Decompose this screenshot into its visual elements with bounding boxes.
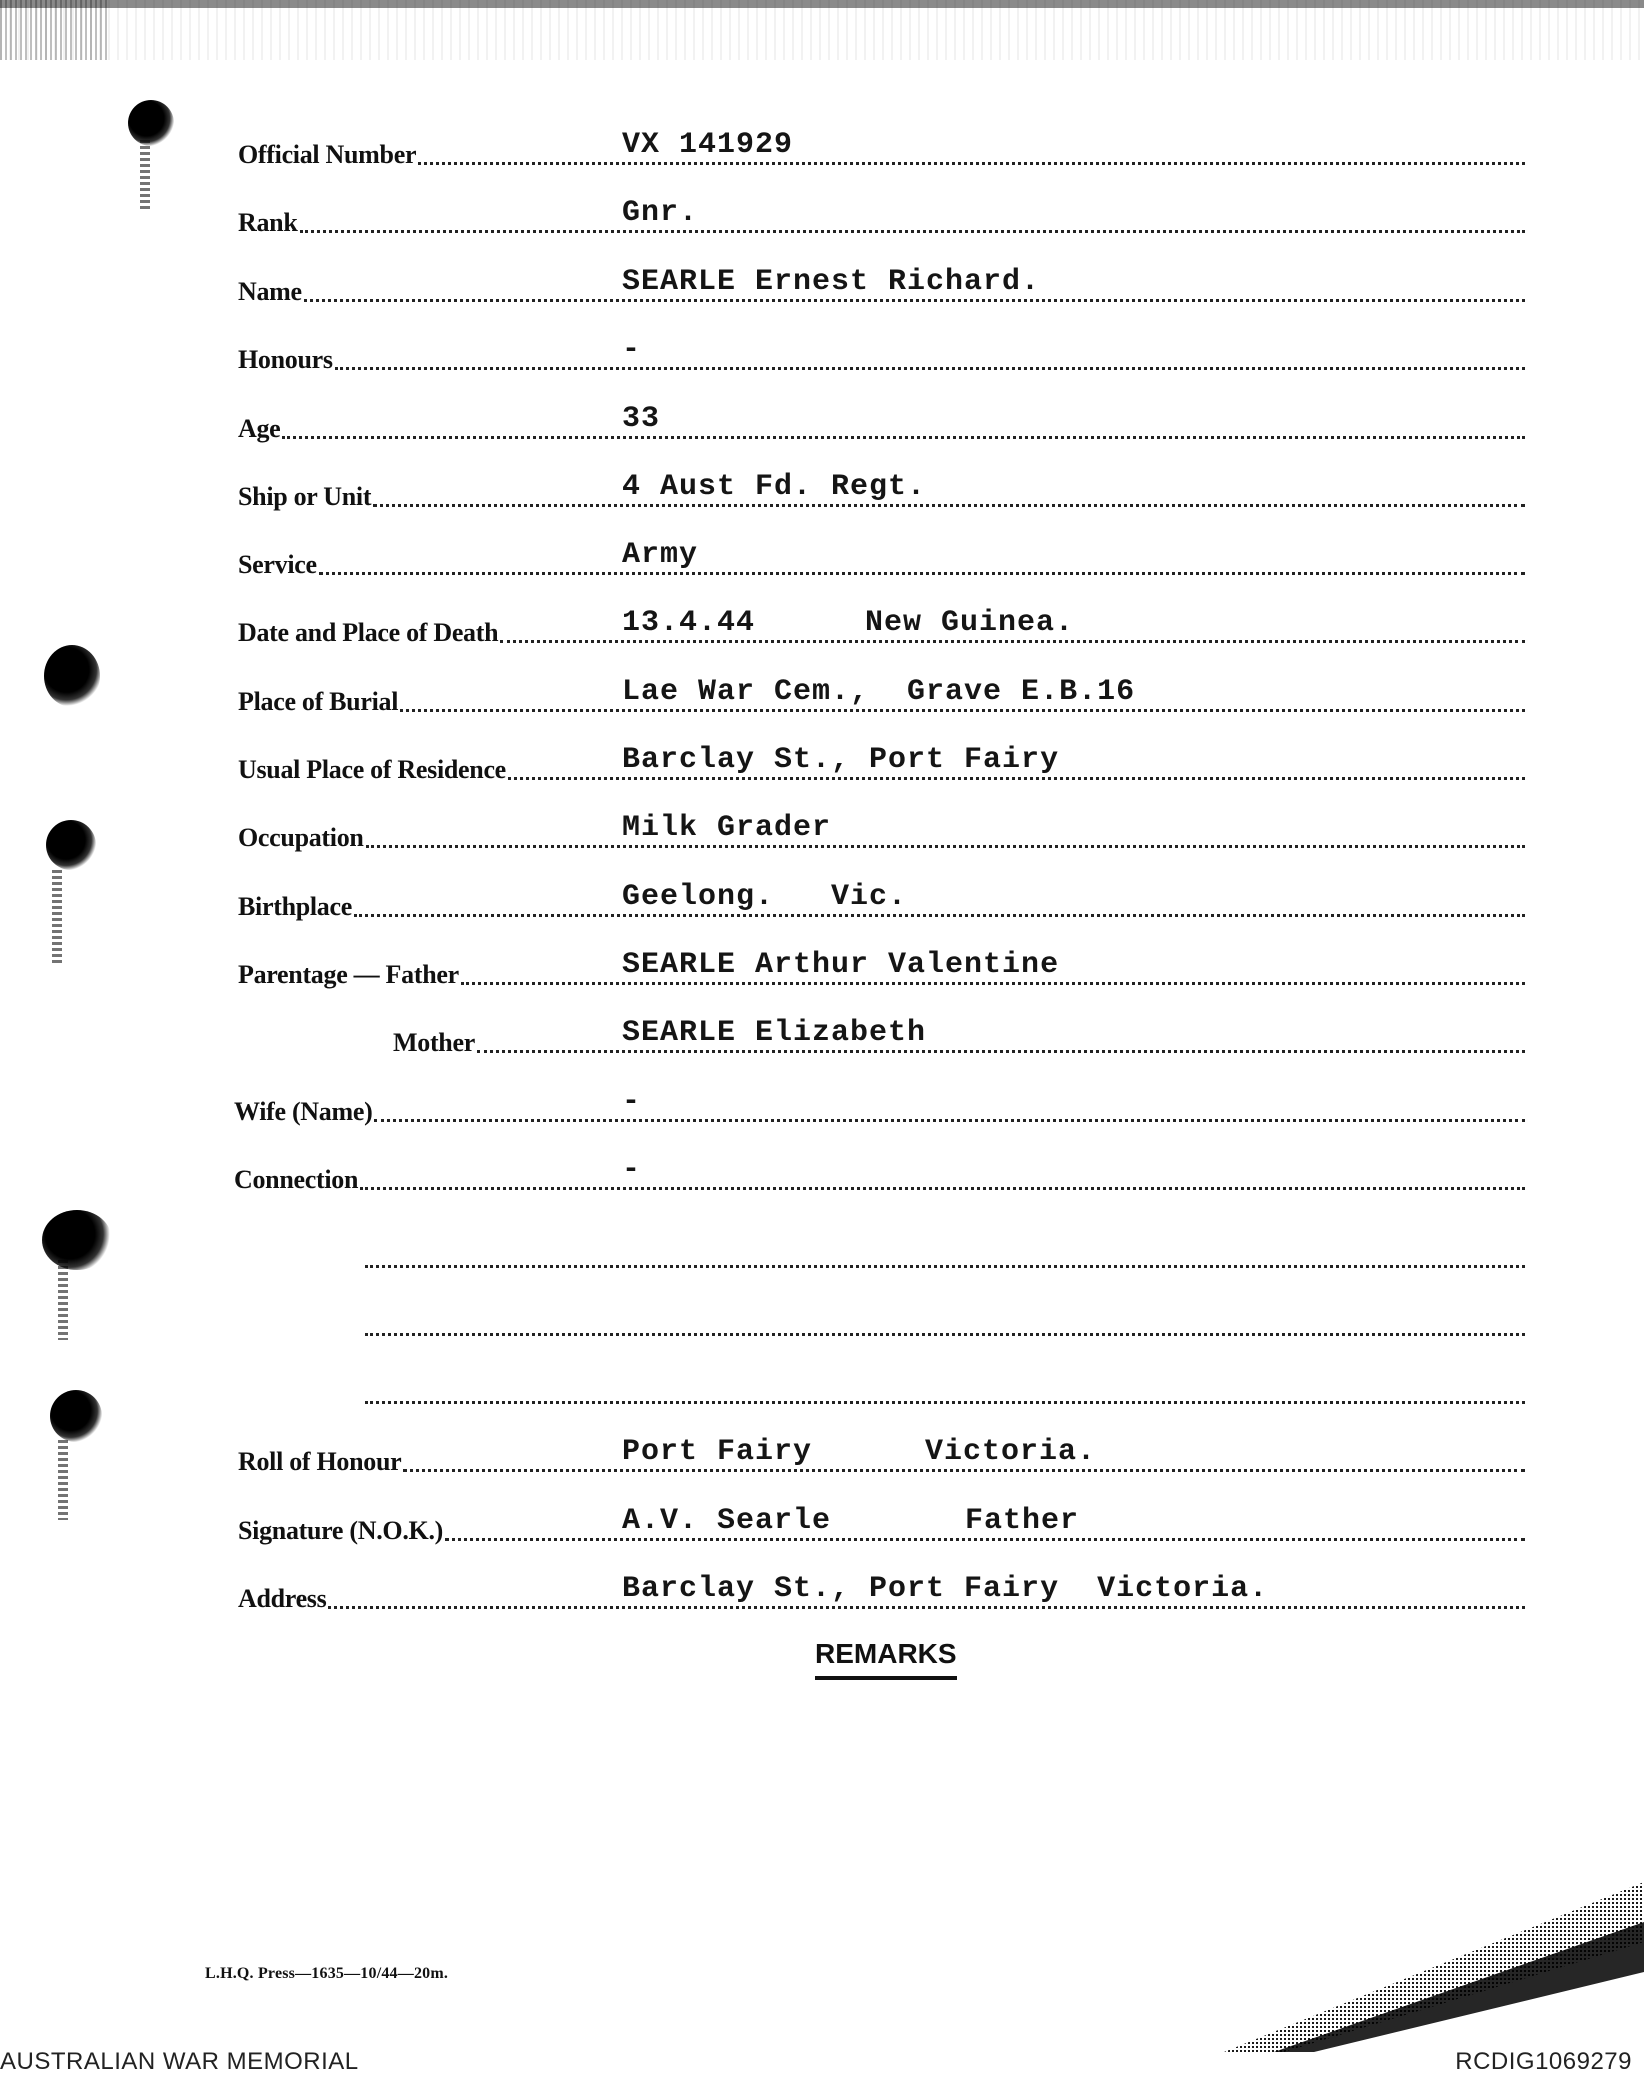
roll-of-honour-label: Roll of Honour — [238, 1447, 402, 1476]
remarks-heading: REMARKS — [815, 1640, 957, 1680]
birthplace-leader — [354, 914, 1525, 917]
field-row-service — [0, 528, 1644, 578]
field-row-occupation — [0, 801, 1644, 851]
usual-residence-label: Usual Place of Residence — [238, 755, 506, 784]
official-number-leader — [418, 162, 1525, 165]
date-place-of-death-leader — [500, 640, 1525, 643]
field-row-place-of-burial — [0, 665, 1644, 715]
rank-leader — [300, 230, 1525, 233]
field-row-father — [0, 938, 1644, 988]
official-number-label: Official Number — [238, 140, 417, 169]
field-row-ship-or-unit — [0, 460, 1644, 510]
age-label: Age — [238, 414, 281, 443]
roll-of-honour-value-2: Victoria. — [925, 1435, 1097, 1469]
address-leader — [328, 1606, 1525, 1609]
field-row-date-place-of-death — [0, 596, 1644, 646]
field-row-honours — [0, 323, 1644, 373]
wife-name-leader — [374, 1119, 1525, 1122]
service-label: Service — [238, 550, 317, 579]
name-label: Name — [238, 277, 302, 306]
signature-nok-value: A.V. Searle — [622, 1504, 832, 1538]
field-row-usual-residence — [0, 733, 1644, 783]
rank-label: Rank — [238, 208, 298, 237]
roll-of-honour-leader — [403, 1469, 1525, 1472]
father-label: Parentage — Father — [238, 960, 459, 989]
official-number-value: VX 141929 — [622, 128, 794, 162]
connection-label: Connection — [234, 1165, 359, 1194]
press-mark: L.H.Q. Press—1635—10/44—20m. — [205, 1965, 449, 1982]
punch-hole-trail-4 — [58, 1260, 68, 1340]
record-id: RCDIG1069279 — [1455, 2048, 1632, 2075]
connection-line-3 — [365, 1333, 1525, 1336]
usual-residence-value: Barclay St., Port Fairy — [622, 743, 1060, 777]
field-row-signature-nok — [0, 1494, 1644, 1544]
ship-or-unit-label: Ship or Unit — [238, 482, 372, 511]
occupation-label: Occupation — [238, 823, 364, 852]
field-row-address — [0, 1562, 1644, 1612]
service-leader — [319, 572, 1525, 575]
signature-nok-label: Signature (N.O.K.) — [238, 1516, 444, 1545]
father-value: SEARLE Arthur Valentine — [622, 948, 1060, 982]
field-row-mother — [0, 1006, 1644, 1056]
scan-smudge-corner — [1164, 1882, 1644, 2052]
scan-noise-corner — [0, 0, 110, 60]
ship-or-unit-value: 4 Aust Fd. Regt. — [622, 470, 927, 504]
service-value: Army — [622, 538, 699, 572]
rank-value: Gnr. — [622, 196, 699, 230]
connection-line-4 — [365, 1401, 1525, 1404]
connection-line-2 — [365, 1265, 1525, 1268]
usual-residence-leader — [508, 777, 1525, 780]
punch-hole-4 — [42, 1210, 112, 1270]
mother-label: Mother — [393, 1028, 475, 1057]
honours-leader — [335, 367, 1525, 370]
mother-leader — [477, 1050, 1525, 1053]
ship-or-unit-leader — [373, 504, 1525, 507]
scan-noise-top — [0, 0, 1644, 60]
field-row-roll-of-honour — [0, 1425, 1644, 1475]
father-leader — [461, 982, 1525, 985]
date-place-of-death-value: 13.4.44 — [622, 606, 756, 640]
connection-value: - — [622, 1153, 642, 1187]
field-row-age — [0, 392, 1644, 442]
occupation-leader — [366, 845, 1525, 848]
date-place-of-death-label: Date and Place of Death — [238, 618, 499, 647]
field-row-connection — [0, 1143, 1644, 1193]
mother-value: SEARLE Elizabeth — [622, 1016, 927, 1050]
institution-credit: AUSTRALIAN WAR MEMORIAL — [0, 2048, 359, 2075]
birthplace-value: Geelong. Vic. — [622, 880, 908, 914]
birthplace-label: Birthplace — [238, 892, 352, 921]
place-of-burial-value: Lae War Cem., Grave E.B.16 — [622, 675, 1136, 709]
age-value: 33 — [622, 402, 661, 436]
field-row-wife-name — [0, 1075, 1644, 1125]
place-of-burial-label: Place of Burial — [238, 687, 399, 716]
occupation-value: Milk Grader — [622, 811, 832, 845]
roll-of-honour-value: Port Fairy — [622, 1435, 813, 1469]
age-leader — [282, 436, 1525, 439]
wife-name-label: Wife (Name) — [234, 1097, 373, 1126]
scan-edge-top — [0, 0, 1644, 8]
honours-value: - — [622, 333, 642, 367]
place-of-burial-leader — [400, 709, 1525, 712]
field-row-name — [0, 255, 1644, 305]
signature-nok-value-2: Father — [965, 1504, 1080, 1538]
date-place-of-death-value-2: New Guinea. — [865, 606, 1075, 640]
wife-name-value: - — [622, 1085, 642, 1119]
address-label: Address — [238, 1584, 327, 1613]
signature-nok-leader — [445, 1538, 1525, 1541]
field-row-official-number — [0, 118, 1644, 168]
field-row-rank — [0, 186, 1644, 236]
name-value: SEARLE Ernest Richard. — [622, 265, 1041, 299]
address-value: Barclay St., Port Fairy Victoria. — [622, 1572, 1269, 1606]
connection-leader — [360, 1187, 1525, 1190]
field-row-birthplace — [0, 870, 1644, 920]
name-leader — [304, 299, 1525, 302]
honours-label: Honours — [238, 345, 333, 374]
